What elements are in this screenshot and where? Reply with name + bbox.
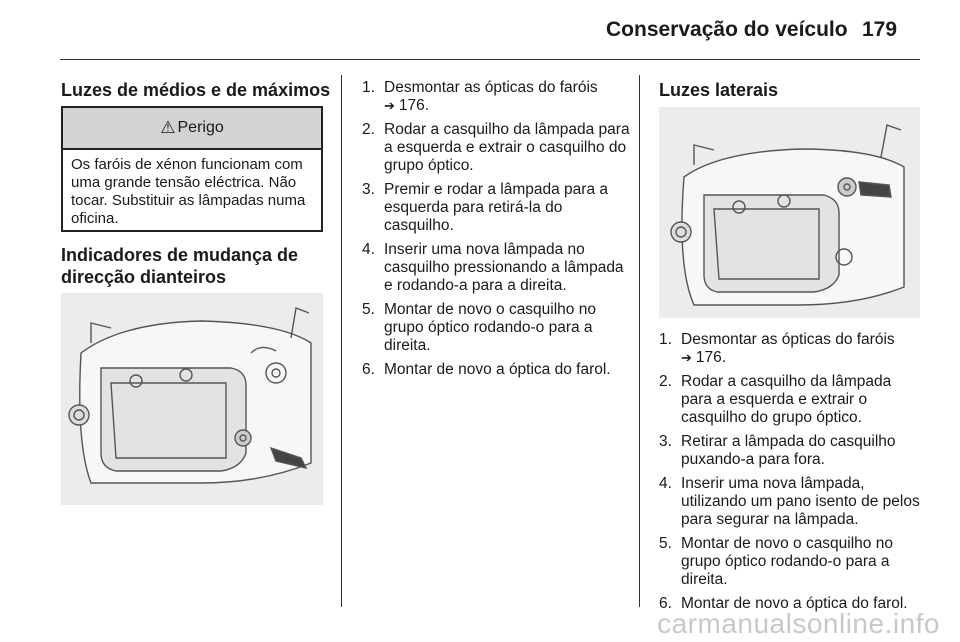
- steps-list-indicators: [362, 79, 632, 385]
- illustration-indicator-bulb: [61, 293, 323, 505]
- step-text: Montar de novo a óptica do farol.: [681, 595, 908, 612]
- illustration-side-light-bulb: [659, 107, 920, 318]
- section-heading-side-lights: Luzes laterais: [659, 80, 779, 100]
- column-divider-2: [639, 75, 640, 607]
- page-number: 179: [862, 18, 898, 41]
- danger-box: [61, 106, 323, 232]
- watermark-url: carmanualsonline.info: [657, 608, 940, 639]
- warning-triangle-icon: ⚠: [160, 118, 176, 137]
- section-heading-indicators-line2: direcção dianteiros: [61, 267, 227, 287]
- step-number: 3.: [362, 181, 375, 198]
- section-heading-headlights: Luzes de médios e de máximos: [61, 80, 331, 100]
- step-number: 2.: [659, 373, 672, 390]
- list-item: [659, 373, 924, 427]
- page-header-title: Conservação do veículo: [606, 18, 848, 41]
- list-item: [659, 433, 924, 469]
- danger-title: Perigo: [177, 119, 224, 136]
- list-item: [659, 535, 924, 589]
- list-item: [659, 475, 924, 529]
- step-text: Rodar a casquilho da lâmpada para a esquerda e extrair o casquilho do grupo óptico.: [681, 373, 892, 426]
- step-text: Premir e rodar a lâmpada para a esquerda para retirá-la do casquilho.: [384, 181, 609, 234]
- page-reference[interactable]: 176.: [398, 97, 430, 114]
- step-text: Rodar a casquilho da lâmpada para a esquerda e extrair o casquilho do grupo óptico.: [384, 121, 630, 174]
- header-rule: [60, 59, 920, 60]
- step-number: 6.: [362, 361, 375, 378]
- step-text: Retirar a lâmpada do casquilho puxando-a para fora.: [681, 433, 896, 468]
- step-text: Desmontar as ópticas do faróis: [384, 79, 598, 96]
- step-number: 1.: [362, 79, 375, 96]
- section-heading-indicators-line1: Indicadores de mudança de: [61, 245, 299, 265]
- list-item: [362, 301, 632, 355]
- danger-text: Os faróis de xénon funcionam com uma grande tensão eléctrica. Não tocar. Substituir as lâmpadas numa oficina.: [71, 156, 306, 227]
- reference-arrow-icon: ➔: [384, 98, 395, 113]
- step-text: Inserir uma nova lâmpada no casquilho pressionando a lâmpada e rodando-a para a direita.: [384, 241, 624, 294]
- column-divider-1: [341, 75, 342, 607]
- steps-list-side-lights: [659, 331, 924, 619]
- step-number: 3.: [659, 433, 672, 450]
- danger-box-header: [63, 108, 321, 150]
- step-number: 4.: [659, 475, 672, 492]
- step-number: 5.: [362, 301, 375, 318]
- list-item: [362, 361, 632, 379]
- step-number: 5.: [659, 535, 672, 552]
- list-item: [362, 181, 632, 235]
- list-item: [362, 79, 632, 115]
- step-text: Montar de novo o casquilho no grupo óptico rodando-o para a direita.: [384, 301, 596, 354]
- step-number: 2.: [362, 121, 375, 138]
- list-item: [659, 331, 924, 367]
- page-reference[interactable]: 176.: [695, 349, 727, 366]
- headlamp-drawing-2: [659, 107, 920, 318]
- section-heading-indicators: [61, 244, 298, 288]
- step-text: Montar de novo a óptica do farol.: [384, 361, 611, 378]
- list-item: [362, 121, 632, 175]
- step-number: 6.: [659, 595, 672, 612]
- headlamp-drawing-1: [61, 293, 323, 505]
- list-item: [362, 241, 632, 295]
- step-number: 1.: [659, 331, 672, 348]
- step-number: 4.: [362, 241, 375, 258]
- step-text: Inserir uma nova lâmpada, utilizando um pano isento de pelos para segurar na lâmpada.: [681, 475, 920, 528]
- step-text: Montar de novo o casquilho no grupo óptico rodando-o para a direita.: [681, 535, 893, 588]
- step-text: Desmontar as ópticas do faróis: [681, 331, 895, 348]
- reference-arrow-icon: ➔: [681, 350, 692, 365]
